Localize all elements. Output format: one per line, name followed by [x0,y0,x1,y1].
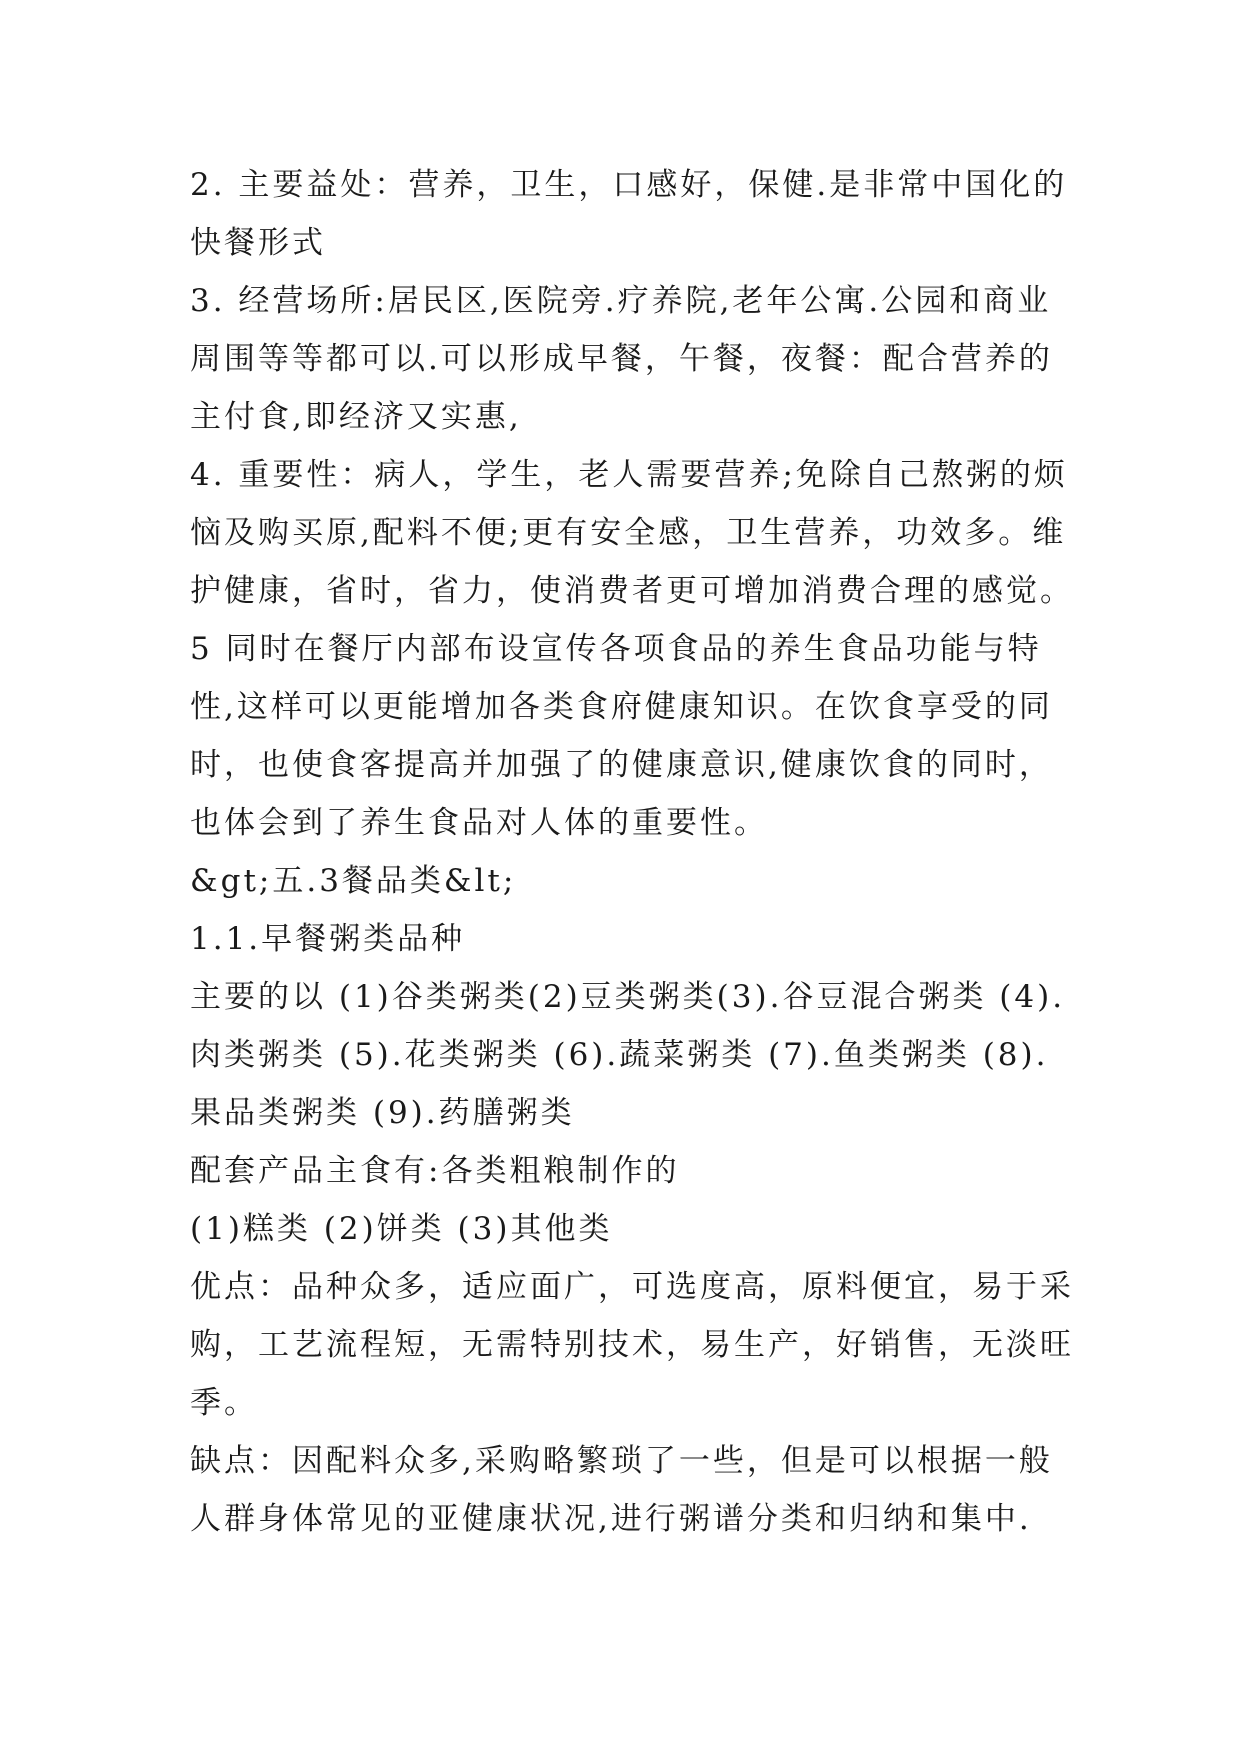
text-line: 5 同时在餐厅内部布设宣传各项食品的养生食品功能与特 [190,631,1042,667]
text-line: 恼及购买原,配料不便;更有安全感，卫生营养，功效多。维 [190,515,1067,551]
text-line: 购，工艺流程短，无需特别技术，易生产，好销售，无淡旺 [190,1327,1074,1363]
text-line: 性,这样可以更能增加各类食府健康知识。在饮食享受的同 [190,689,1053,725]
text-line: 2. 主要益处：营养，卫生，口感好，保健.是非常中国化的 [190,167,1068,203]
text-line: 优点：品种众多，适应面广，可选度高，原料便宜，易于采 [190,1269,1074,1305]
text-line: 周围等等都可以.可以形成早餐，午餐，夜餐：配合营养的 [190,341,1053,377]
text-line: 4. 重要性：病人，学生，老人需要营养;免除自己熬粥的烦 [190,457,1068,493]
document-body [190,156,1090,1548]
text-line: 主付食,即经济又实惠, [190,399,522,435]
text-line: 人群身体常见的亚健康状况,进行粥谱分类和归纳和集中. [190,1501,1032,1537]
text-line: 快餐形式 [190,225,326,261]
subsection-heading: 1.1.早餐粥类品种 [190,921,466,957]
text-line: 季。 [190,1385,258,1421]
text-line: 3. 经营场所:居民区,医院旁.疗养院,老年公寓.公园和商业 [190,283,1052,319]
text-line: 护健康，省时，省力，使消费者更可增加消费合理的感觉。 [190,573,1074,609]
text-line: 配套产品主食有:各类粗粮制作的 [190,1153,680,1189]
text-line: 时，也使食客提高并加强了的健康意识,健康饮食的同时， [190,747,1053,783]
text-line: 主要的以 (1)谷类粥类(2)豆类粥类(3).谷豆混合粥类 (4). [190,979,1066,1015]
text-line: 缺点：因配料众多,采购略繁琐了一些，但是可以根据一般 [190,1443,1053,1479]
text-line: (1)糕类 (2)饼类 (3)其他类 [190,1211,613,1247]
section-heading: &gt;五.3餐品类&lt; [190,863,517,899]
text-line: 果品类粥类 (9).药膳粥类 [190,1095,575,1131]
text-line: 也体会到了养生食品对人体的重要性。 [190,805,768,841]
text-line: 肉类粥类 (5).花类粥类 (6).蔬菜粥类 (7).鱼类粥类 (8). [190,1037,1049,1073]
